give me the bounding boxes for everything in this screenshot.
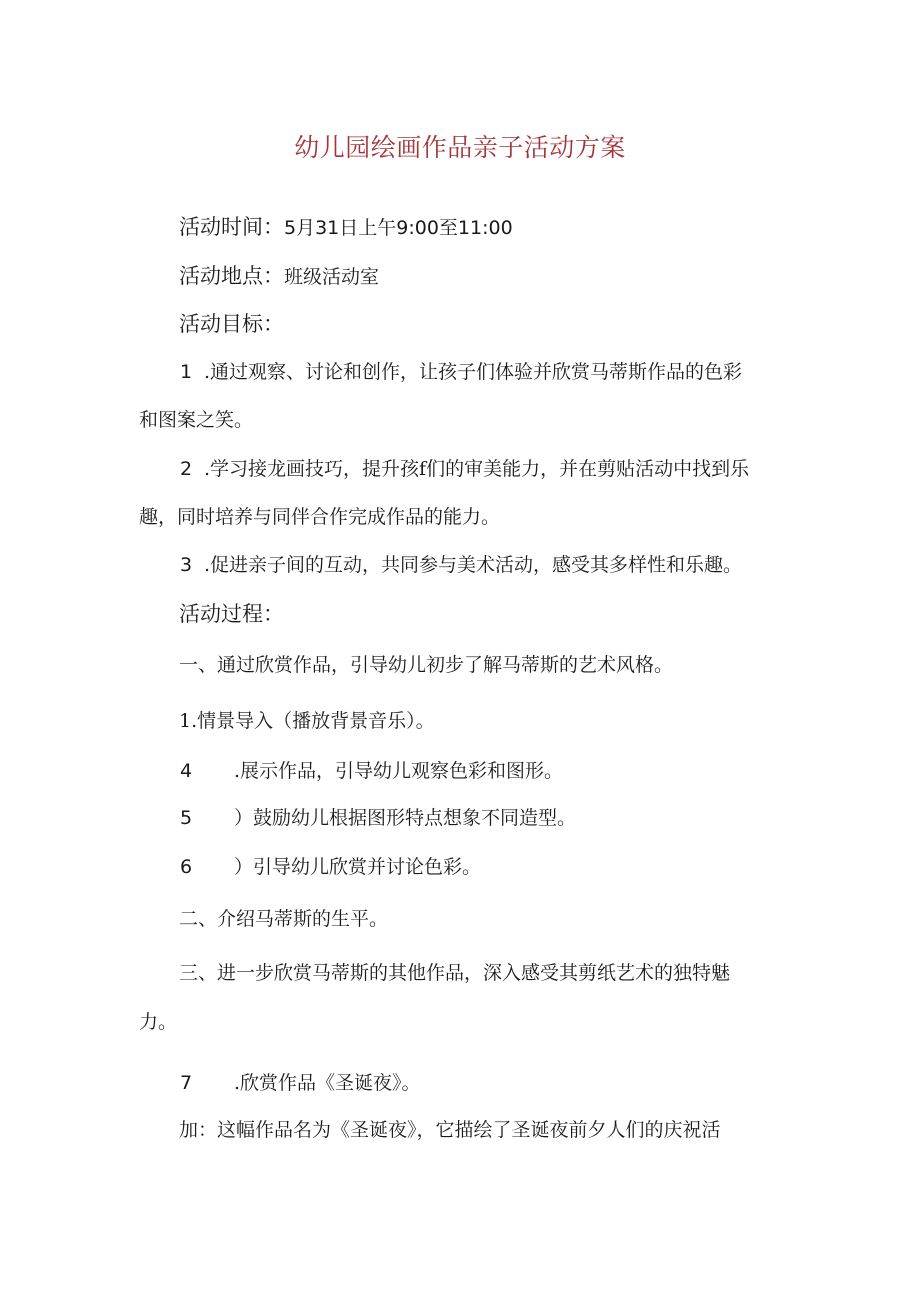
process-step-1: 一、通过欣赏作品，引导幼儿初步了解马蒂斯的艺术风格。: [179, 654, 674, 676]
activity-time: [179, 211, 513, 241]
process-sub-7-text: .欣赏作品《圣诞夜》。: [234, 1072, 421, 1094]
goal-item-1-number: 1: [180, 361, 193, 383]
process-sub-6: [180, 852, 481, 879]
process-heading: 活动过程：: [179, 602, 284, 626]
goal-item-2-line2: 趣，同时培养与同伴合作完成作品的能力。: [139, 506, 501, 528]
goal-item-2-text: .学习接龙画技巧，提升孩f们的审美能力，并在剪贴活动中找到乐: [204, 458, 750, 480]
process-sub-4-number: 4: [180, 760, 193, 782]
process-sub-1: 1.情景导入（播放背景音乐）。: [179, 710, 435, 732]
goal-item-3-number: 3: [180, 554, 193, 576]
goal-item-3: [180, 550, 742, 577]
process-step-3-line2: 力。: [139, 1011, 178, 1033]
goals-heading: 活动目标：: [179, 312, 284, 336]
process-sub-7: [180, 1068, 421, 1095]
process-sub-5-number: 5: [180, 807, 193, 829]
process-sub-6-number: 6: [180, 856, 193, 878]
process-sub-5-text: ）鼓励幼儿根据图形特点想象不同造型。: [234, 807, 577, 829]
process-sub-7-number: 7: [180, 1072, 193, 1094]
goal-item-1-line1: [180, 357, 742, 384]
process-sub-5: [180, 803, 576, 830]
document-title: 幼儿园绘画作品亲子活动方案: [294, 133, 626, 162]
activity-time-label: 活动时间：: [179, 215, 284, 239]
goal-item-2-line1: [180, 454, 749, 481]
goal-item-1-line2: 和图案之笑。: [139, 409, 254, 431]
goal-item-3-text: .促进亲子间的互动，共同参与美术活动，感受其多样性和乐趣。: [204, 554, 743, 576]
goal-item-1-text: .通过观察、讨论和创作，让孩子们体验并欣赏马蒂斯作品的色彩: [204, 361, 743, 383]
activity-place-value: 班级活动室: [284, 266, 380, 288]
process-step-3-line1: 三、进一步欣赏马蒂斯的其他作品，深入感受其剪纸艺术的独特魅: [179, 962, 731, 984]
process-step-2: 二、介绍马蒂斯的生平。: [179, 908, 389, 930]
process-sub-6-text: ）引导幼儿欣赏并讨论色彩。: [234, 856, 482, 878]
goal-item-2-number: 2: [180, 458, 193, 480]
process-sub-4: [180, 756, 563, 783]
activity-place-label: 活动地点：: [179, 264, 284, 288]
activity-time-value: 5月31日上午9:00至11:00: [284, 217, 513, 239]
process-sub-4-text: .展示作品，引导幼儿观察色彩和图形。: [234, 760, 564, 782]
activity-place: [179, 260, 379, 290]
process-note: 加：这幅作品名为《圣诞夜》，它描绘了圣诞夜前夕人们的庆祝活: [179, 1119, 721, 1141]
